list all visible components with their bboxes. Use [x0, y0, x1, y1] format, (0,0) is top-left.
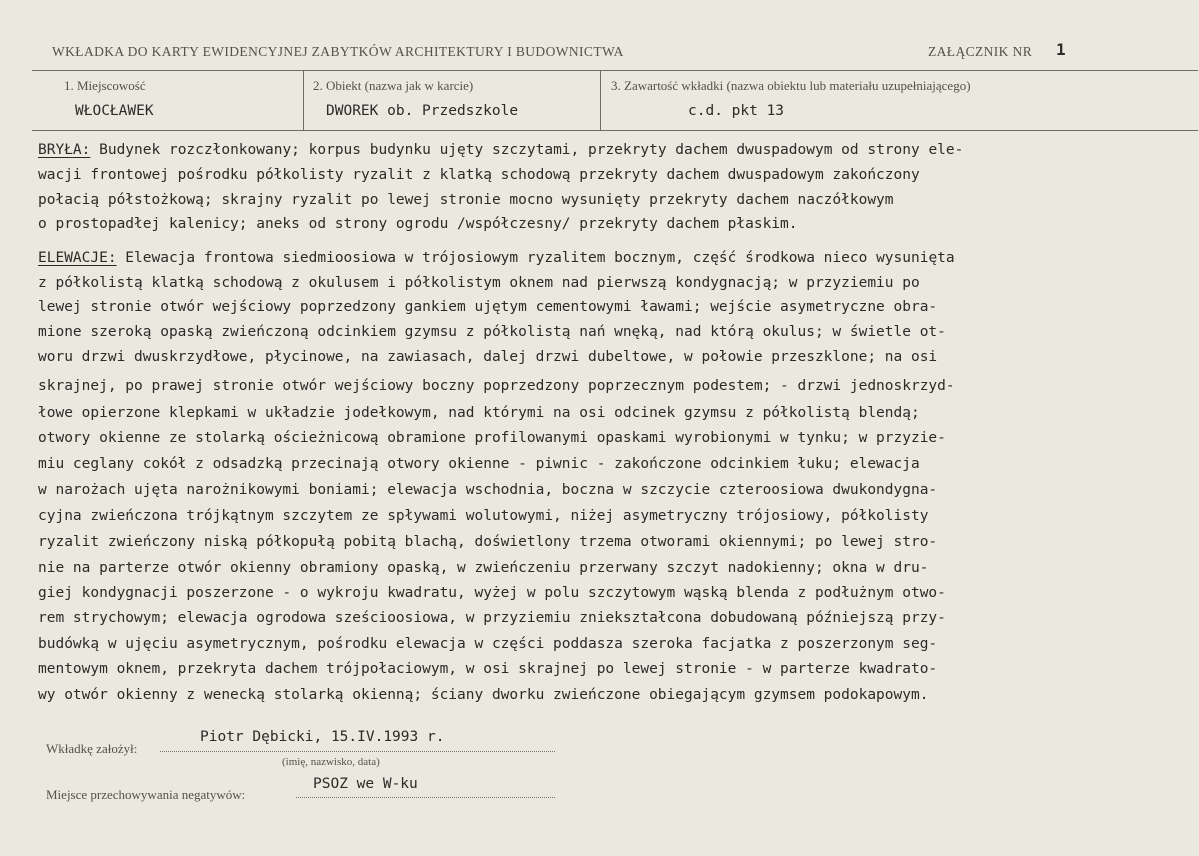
header-bottom-rule [32, 130, 1198, 131]
elewacje-line-6: skrajnej, po prawej stronie otwór wejściowy boczny poprzedzony poprzecznym podestem; - drzwi jednoskrzyd- [38, 378, 955, 394]
object-label: 2. Obiekt (nazwa jak w karcie) [313, 78, 474, 93]
elewacje-line-5: woru drzwi dwuskrzydłowe, płycinowe, na zawiasach, dalej drzwi dubeltowe, w połowie przeszklone; na osi [38, 349, 938, 365]
locality-label: 1. Miejscowość [64, 78, 146, 93]
field-divider-1 [303, 70, 304, 130]
prepared-by-caption: (imię, nazwisko, data) [282, 756, 380, 768]
bryla-heading: BRYŁA: [38, 142, 91, 158]
elewacje-line-12: ryzalit zwieńczony niską półkopułą pobitą blachą, doświetlony trzema otworami okiennymi; po lewej stro- [38, 534, 938, 550]
elewacje-line-13: nie na parterze otwór okienny obramiony opaską, w zwieńczeniu przerwany szczyt nadokienny; okna w dru- [38, 560, 929, 576]
contents-value: c.d. pkt 13 [688, 103, 785, 119]
attachment-label: ZAŁĄCZNIK NR [928, 44, 1033, 59]
header-top-rule [32, 70, 1198, 71]
field-divider-2 [600, 70, 601, 130]
elewacje-line-15: rem strychowym; elewacja ogrodowa sześcioosiowa, w przyziemiu zniekształcona dobudowaną późniejszą przy- [38, 610, 946, 626]
form-title: WKŁADKA DO KARTY EWIDENCYJNEJ ZABYTKÓW ARCHITEKTURY I BUDOWNICTWA [52, 44, 624, 59]
elewacje-line-4: mione szeroką opaską zwieńczoną odcinkiem gzymsu z półkolistą nań wnęką, nad którą okulus; w świetle ot- [38, 324, 946, 340]
prepared-by-label: Wkładkę założył: [46, 741, 138, 756]
contents-label: 3. Zawartość wkładki (nazwa obiektu lub materiału uzupełniającego) [611, 78, 971, 93]
negatives-storage-label: Miejsce przechowywania negatywów: [46, 787, 246, 802]
elewacje-line-1: ELEWACJE: Elewacja frontowa siedmioosiowa w trójosiowym ryzalitem bocznym, część środkowa nieco wysunięta [38, 250, 955, 266]
elewacje-line-18: wy otwór okienny z wenecką stolarką okienną; ściany dworku zwieńczone obiegającym gzymsem podokapowym. [38, 687, 929, 703]
elewacje-line-2: z półkolistą klatką schodową z okulusem i półkolistym oknem nad pierwszą kondygnacją; w przyziemiu po [38, 275, 920, 291]
negatives-storage-dotted-line [296, 797, 555, 798]
elewacje-line-14: giej kondygnacji poszerzone - o wykroju kwadratu, wyżej w polu szczytowym wąską blenda z podłużnym otwo- [38, 585, 946, 601]
bryla-line-4: o prostopadłej kalenicy; aneks od strony ogrodu /współczesny/ przekryty dachem płaskim. [38, 216, 798, 232]
elewacje-line-9: miu ceglany cokół z odsadzką przecinają otwory okienne - piwnic - zakończone odcinkiem łuku; elewacja [38, 456, 920, 472]
negatives-storage-value: PSOZ we W-ku [313, 776, 418, 792]
elewacje-line-7: łowe opierzone klepkami w układzie jodełkowym, nad którymi na osi odcinek gzymsu z półkolistą blendą; [38, 405, 920, 421]
prepared-by-dotted-line [160, 751, 555, 752]
bryla-line-2: wacji frontowej pośrodku półkolisty ryzalit z klatką schodową przekryty dachem dwuspadowym zakończony [38, 167, 920, 183]
elewacje-line-10: w narożach ujęta narożnikowymi boniami; elewacja wschodnia, boczna w szczycie czteroosiowa dwukondygna- [38, 482, 938, 498]
bryla-line-1: BRYŁA: Budynek rozczłonkowany; korpus budynku ujęty szczytami, przekryty dachem dwuspadowym od strony ele- [38, 142, 964, 158]
elewacje-line-17: mentowym oknem, przekryta dachem trójpołaciowym, w osi skrajnej po lewej stronie - w parterze kwadrato- [38, 661, 938, 677]
elewacje-line-3: lewej stronie otwór wejściowy poprzedzony gankiem ujętym cementowymi ławami; wejście asymetryczne obra- [38, 299, 938, 315]
elewacje-line-16: budówką w ujęciu asymetrycznym, pośrodku elewacja w części poddasza szeroka facjatka z poszerzonym seg- [38, 636, 938, 652]
prepared-by-value: Piotr Dębicki, 15.IV.1993 r. [200, 729, 445, 745]
elewacje-line-8: otwory okienne ze stolarką ościeżnicową obramione profilowanymi opaskami wyrobionymi w tynku; w przyzie- [38, 430, 946, 446]
attachment-number: 1 [1056, 40, 1066, 59]
elewacje-line-11: cyjna zwieńczona trójkątnym szczytem ze spływami wolutowymi, niżej asymetryczny trójosiowy, półkolisty [38, 508, 929, 524]
object-value: DWOREK ob. Przedszkole [326, 103, 519, 119]
locality-value: WŁOCŁAWEK [75, 103, 154, 119]
bryla-line-3: połacią półstożkową; skrajny ryzalit po lewej stronie mocno wysunięty przekryty dachem naczółkowym [38, 192, 894, 208]
elewacje-heading: ELEWACJE: [38, 250, 117, 266]
